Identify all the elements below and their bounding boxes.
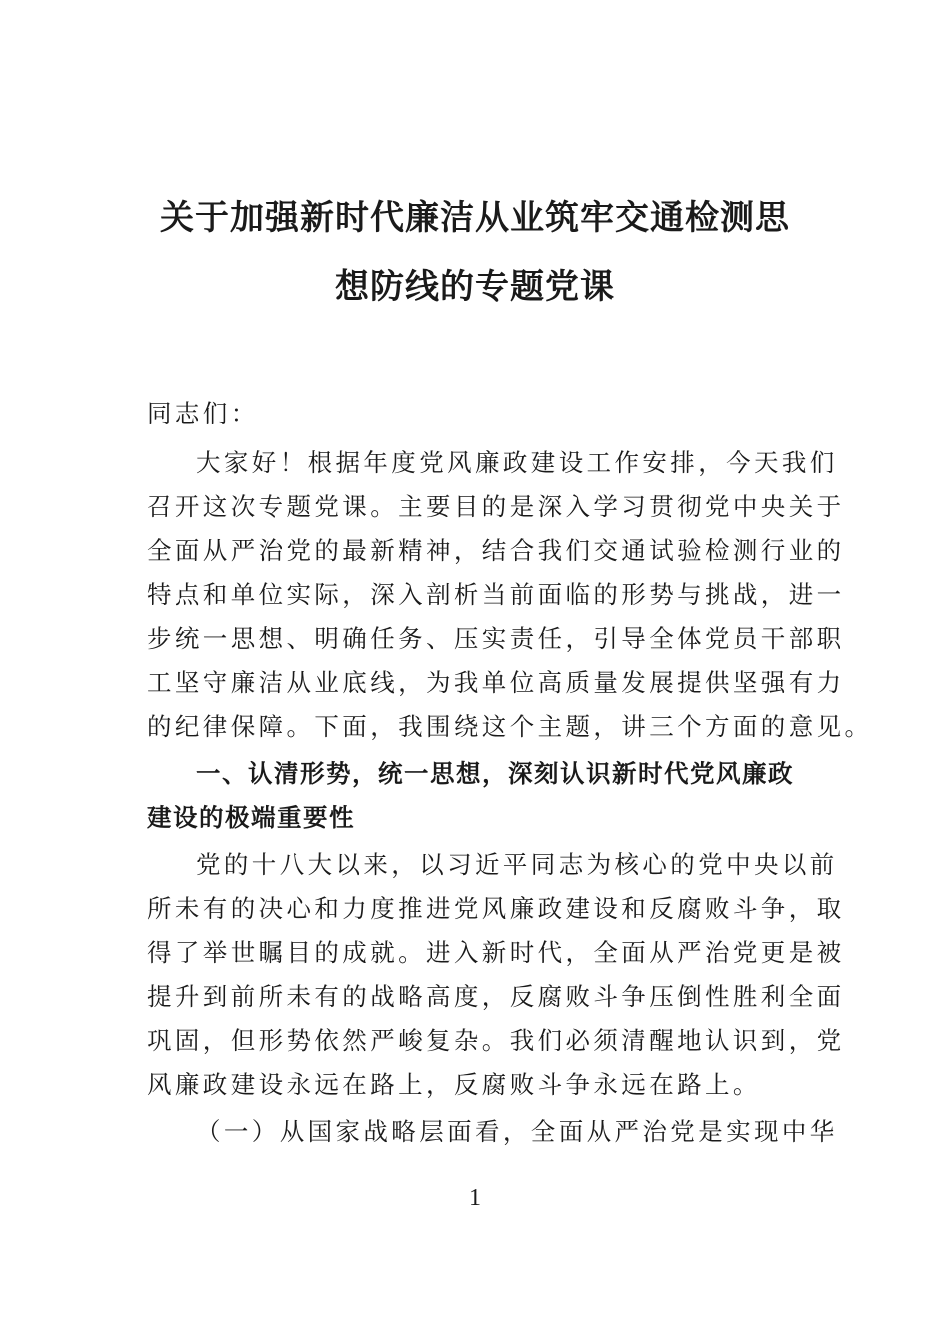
section-body-line: 提升到前所未有的战略高度，反腐败斗争压倒性胜利全面 [147, 982, 845, 1011]
intro-line: 召开这次专题党课。主要目的是深入学习贯彻党中央关于 [147, 492, 845, 521]
intro-line: 步统一思想、明确任务、压实责任，引导全体党员干部职 [147, 624, 845, 653]
section-body-line: 党的十八大以来，以习近平同志为核心的党中央以前 [196, 850, 838, 879]
salutation: 同志们： [147, 399, 259, 428]
page-number: 1 [469, 1185, 481, 1211]
section-body-line: 得了举世瞩目的成就。进入新时代，全面从严治党更是被 [147, 938, 845, 967]
section-heading-line-2: 建设的极端重要性 [147, 803, 355, 832]
section-body-line: 所未有的决心和力度推进党风廉政建设和反腐败斗争，取 [147, 894, 845, 923]
document-title-line-2: 想防线的专题党课 [335, 267, 615, 307]
intro-line: 大家好！根据年度党风廉政建设工作安排，今天我们 [196, 448, 838, 477]
section-heading-line-1: 一、认清形势，统一思想，深刻认识新时代党风廉政 [196, 759, 794, 788]
intro-line: 工坚守廉洁从业底线，为我单位高质量发展提供坚强有力 [147, 668, 845, 697]
section-body-line: 巩固，但形势依然严峻复杂。我们必须清醒地认识到，党 [147, 1026, 845, 1055]
document-title-line-1: 关于加强新时代廉洁从业筑牢交通检测思 [160, 198, 790, 238]
subsection-heading: （一）从国家战略层面看，全面从严治党是实现中华 [196, 1117, 838, 1146]
intro-line: 的纪律保障。下面，我围绕这个主题，讲三个方面的意见。 [147, 712, 873, 741]
intro-line: 全面从严治党的最新精神，结合我们交通试验检测行业的 [147, 536, 845, 565]
intro-line: 特点和单位实际，深入剖析当前面临的形势与挑战，进一 [147, 580, 845, 609]
section-body-line: 风廉政建设永远在路上，反腐败斗争永远在路上。 [147, 1070, 761, 1099]
